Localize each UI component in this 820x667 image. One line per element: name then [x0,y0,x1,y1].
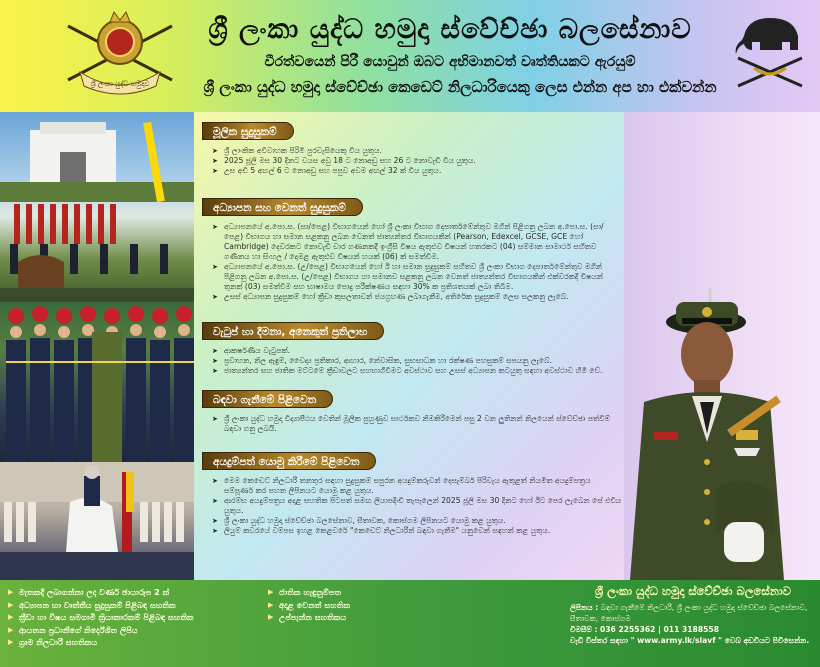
list-item: ➤ මෙම කෙඩෙට් නිලධාරී තනතුර සඳහා සුදුසුකම් සපුරන අයදුම්කරුවන් දෙසැම්බර් පිරිවැය ඇතුළත් නියමිත අයදුම්පත්‍රය සම්පූර්ණ කර පහත ලිපිනයට යොමු කළ යුතුය. [202,476,622,496]
list-item: ▶ උප්පැන්න සහතිකය [268,611,468,624]
section-recruitment-procedure [202,388,622,434]
poster-subtitle-invitation: වීරත්වයෙන් පිරී යොවුන් ඔබට අභිමානවත් වෘත්තියකට ඇරයුම් [264,54,636,70]
elephant-swords-emblem [724,6,816,88]
footer-bar [0,580,820,667]
section-heading: බඳවා ගැනීමේ පිළිවෙත [202,390,333,408]
website-row [570,635,816,646]
phone-value: 036 2255362 | 011 3188558 [599,625,719,634]
list-item: ➤ උසස් අධ්‍යාපන සුදුසුකම් හෝ ක්‍රීඩා කුසලතාවන් ජයග්‍රහණ ලබාගැනීම, අතිරේක සුදුසුකම් ලෙස සලකනු ලැබේ. [202,292,622,302]
section-pay-benefits [202,320,622,376]
list-item: ▶ අදාළ වෙනත් සහතික [268,599,468,612]
info-panel [194,112,624,580]
list-item: ➤ ආකර්ෂණීය වැටුපක්. [202,346,622,356]
required-documents-list [8,586,264,649]
list-item: ➤ ශ්‍රී ලාංකික අවිවාහක පිරිමි පුරවැසියෙකු විය යුතුය. [202,146,622,156]
list-item: ➤ උස අඩි 5 අඟල් 6 ට නොඅඩු සහ පපුව අවම අඟල් 32 ක් විය යුතුය. [202,166,622,176]
list-item: ▶ ග්‍රාම නිලධාරී සහතිකය [8,636,264,649]
section-basic-qualifications [202,120,622,176]
list-item: ➤ ආරම්භ අයදුම්පත්‍රය අදාළ සහතික පිටපත් සමඟ ලියාපදිංචි තැපෑලෙන් 2025 ජූලි මස 30 දිනට හෝ ඊට පෙර ලැබෙන සේ එවිය යුතුය. [202,496,622,516]
list-item: ➤ ප්‍රවාහන, නිල ඇඳුම්, වෛද්‍ය ප්‍රතිකාර, ආහාර, නේවාසික, සුභසාධක හා රක්ෂණ පහසුකම් සපයනු ලැබේ. [202,356,622,366]
poster-title: ශ්‍රී ලංකා යුද්ධ හමුදා ස්වේච්ඡා බලසේනාව [208,14,692,45]
section-heading: අධ්‍යාපන සහ වෙනත් සුදුසුකම් [202,198,363,216]
list-item: ➤ අධ්‍යාපනයේ අ.පො.ස. (උ/පෙළ) විභාගයෙන් හෝ ඊ හා සමාන සුදුසුකම් සහිතව ශ්‍රී ලංකා විභාග දෙපාර්තමේන්තුව මගින් පිළිගනු ලබන අ.පො.ස. (උ/පෙළ) විභාගය හා සමානව සළකනු ලබන වෙනත් ජාත්‍යන්තර විභාගයකින් එක්වරකදී විෂයන් තුනක් (03) සමත්වීම සහ භාෂාමය පොදු පරීක්ෂණය සඳහා 30% ක ප්‍රතිශතයක් ලබා තිබීම. [202,262,622,292]
website-text: වැඩි විස්තර සඳහා " www.army.lk/slavf " වෙබ් අඩවියට පිවිසෙන්න. [570,636,810,645]
photo-academy-parade [0,112,194,302]
list-item: ▶ අධ්‍යාපන හා වෘත්තීය සුදුසුකම් පිළිබඳ සහතික [8,599,264,612]
section-heading: අයදුම්පත් යොමු කිරීමේ පිළිවෙත [202,452,376,470]
list-item: ▶ ජාතික හැඳුනුම්පත [268,586,468,599]
photo-cadet-officer [624,112,820,580]
list-item: ➤ ශ්‍රී ලංකා යුද්ධ හමුදා විද්‍යාපීඨය වෙතින් මූලික පුහුණුව සාර්ථකව නිමකිරීමෙන් පසු 2 වන ලුතිනන් නිලයෙන් ස්වේච්ඡා පත්වීම් බඳවා ගනු ලබයි. [202,414,622,434]
list-item: ➤ ලියුම් කවරයේ වම්පස ඉහළ කෙළවරේ "කෙඩෙට් නිලධාරීන් බඳවා ගැනීම" යනුවෙන් සඳහන් කළ යුතුය. [202,526,622,536]
crest-scroll-text: ශ්‍රී ලංකා යුද්ධ හමුදාව [90,80,150,88]
required-documents-list-2 [268,586,468,624]
address-label: ලිපිනය : [570,603,599,612]
photo-ceremonial-parade [0,462,194,580]
list-item: ➤ ජාත්‍යන්තර සහ ජාතික මට්ටමේ ක්‍රීඩාවලට සහභාගිවීමට අවස්ථාව සහ උසස් අධ්‍යාපන කටයුතු සඳහා අවස්ථාව හිමි වේ. [202,366,622,376]
list-item: ➤ අධ්‍යාපනයේ අ.පො.ස. (සා/පෙළ) විභාගයෙන් හෝ ශ්‍රී ලංකා විභාග දෙපාර්තමේන්තුව මගින් පිළිගනු ලබන අ.පො.ස. (සා/පෙළ) විභාගය හා සමාන සළකනු ලබන වෙනත් ජාත්‍යන්තර විභාගයකින් (Pearson, Edexcel, GCSE, GCE හෝ Cambridge) දෙවරකට නොවැඩි වාර ගණනකදී ඉංග්‍රීසි විෂය ඇතුළුව විෂයන් හතරකට (04) සම්මාන සාමාර්ථ සහිතව ගණිතය හා සිංහල / දෙමළ ඇතුළුව විෂයන් හයක් (06) ක් සමත්වීම. [202,222,622,262]
address-value: බඳවා ගැනීමේ නිලධාරී, ශ්‍රී ලංකා යුද්ධ හමුදා ස්වේච්ඡා බලසේනාව, සීතාවක, කොස්ගම [570,603,808,623]
section-heading: මූලික සුදුසුකම් [202,122,294,140]
phone-row [570,624,816,635]
poster-header [0,0,820,112]
list-item: ▶ ක්‍රීඩා හා විෂය සමගාමී ක්‍රියාකාරකම් පිළිබඳ සහතික [8,611,264,624]
poster-subtitle-join: ශ්‍රී ලංකා යුද්ධ හමුදා ස්වේච්ඡා කෙඩෙට් නිලධාරියෙකු ලෙස එන්න අප හා එක්වන්න [203,78,717,96]
army-crest-logo [60,6,180,98]
section-application-procedure [202,450,622,536]
crossed-swords-icon [738,58,802,86]
list-item: ▶ මැතකදී ලබාගන්නා ලද වර්ණ ඡායාරූප 2 ක් [8,586,264,599]
elephant-icon [736,18,798,54]
list-item: ➤ 2025 ජූලි මස 30 දිනට වයස අවු 18 ට නොඅඩු සහ 26 ට නොවැඩි විය යුතුය. [202,156,622,166]
section-education-qualifications [202,196,622,302]
address-row [570,602,816,624]
photo-collage [0,112,194,580]
list-item: ▶ ආයතන ප්‍රධානීගේ නිර්දේශිත ලිපිය [8,624,264,637]
contact-title: ශ්‍රී ලංකා යුද්ධ හමුදා ස්වේච්ඡා බලසේනාව [594,584,792,598]
section-heading: වැටුප් හා දීමනා, අනෙකුත් ප්‍රතිලාභ [202,322,384,340]
list-item: ➤ ශ්‍රී ලංකා යුද්ධ හමුදා ස්වේච්ඡා බලසේනාව, සීතාවක, කොස්ගම ලිපිනයට යොමු කළ යුතුය. [202,516,622,526]
phone-label: විමසීම් : [570,625,598,634]
contact-box [570,584,816,664]
photo-cadet-ranks [0,302,194,462]
